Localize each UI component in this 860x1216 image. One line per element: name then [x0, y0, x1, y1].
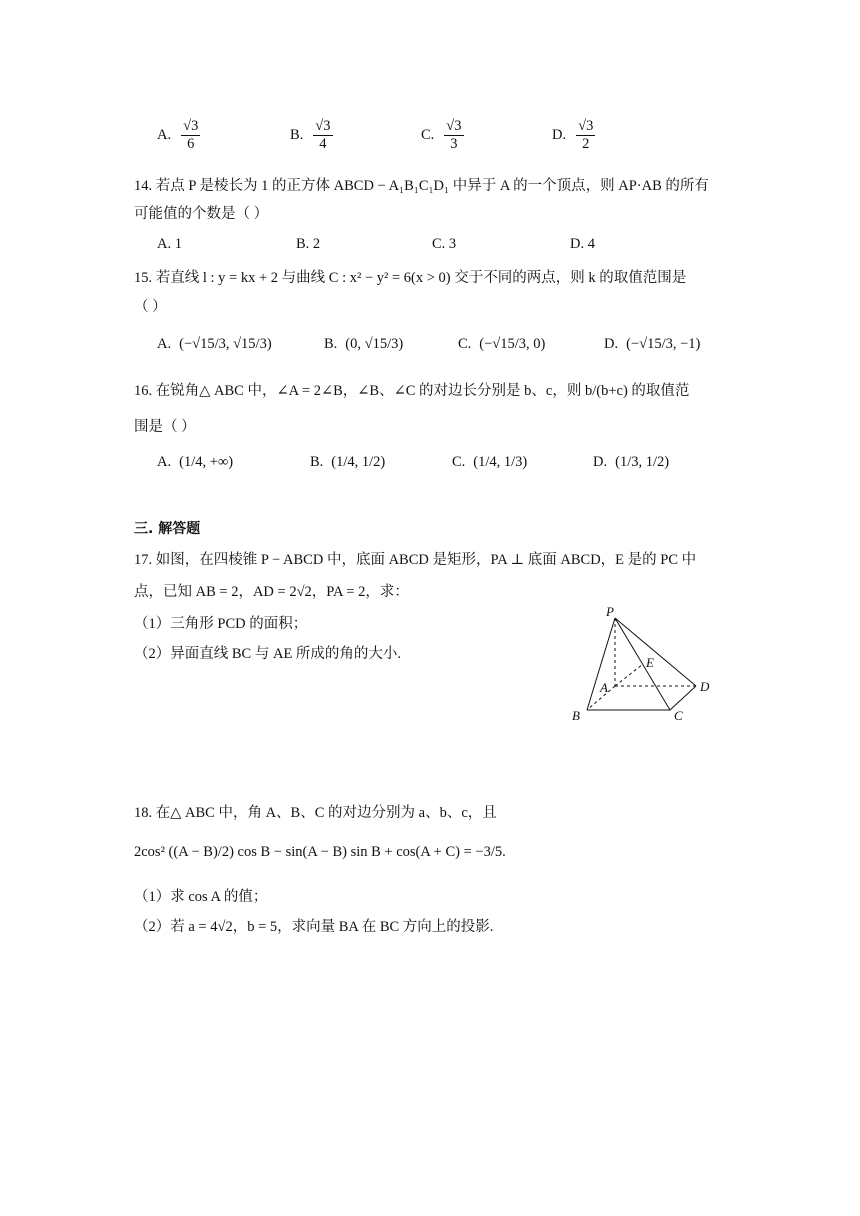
option-text: (1/3, 1/2)	[615, 454, 670, 470]
option-text: (−√15/3, −1)	[626, 336, 701, 352]
fraction: $\frac{√3}{2}$	[578, 118, 594, 152]
fraction: $\frac{√3}{3}$	[446, 118, 462, 152]
q13-option-c	[421, 118, 466, 152]
option-text: (1/4, +∞)	[179, 454, 234, 470]
option-text: (0, √15/3)	[345, 336, 404, 352]
option-label: D.	[604, 336, 619, 352]
q18-part1: （1）求 cos A 的值；	[134, 889, 268, 905]
q14-option-b: B. 2	[296, 236, 321, 252]
label-c: C	[674, 708, 683, 723]
option-label: B.	[290, 126, 304, 143]
q16-option-a	[157, 455, 233, 470]
q14-stem-line2: 可能值的个数是（ ）	[134, 206, 269, 222]
q16-option-b	[310, 455, 385, 470]
q15-option-b	[324, 337, 403, 352]
edge-pc	[615, 618, 670, 710]
label-a: A	[600, 680, 608, 695]
q15-option-c	[458, 337, 545, 352]
option-label: C.	[452, 454, 466, 470]
edge-pd	[615, 618, 696, 686]
option-label: A.	[157, 454, 172, 470]
section-heading: 三. 解答题	[134, 521, 201, 537]
label-d: D	[700, 679, 710, 694]
option-label: C.	[458, 336, 472, 352]
q14-option-a: A. 1	[157, 236, 182, 252]
q17-line1: 17. 如图，在四棱锥 P − ABCD 中，底面 ABCD 是矩形，PA ⊥ 底面 ABCD，E 是的 PC 中	[134, 552, 697, 568]
q15-option-d	[604, 337, 700, 352]
option-text: (1/4, 1/3)	[473, 454, 528, 470]
q16-option-d	[593, 455, 669, 470]
option-label: A.	[157, 336, 172, 352]
edge-pb	[587, 618, 615, 710]
q16-option-c	[452, 455, 527, 470]
fraction: $\frac{√3}{6}$	[183, 118, 199, 152]
q18-line1: 18. 在△ ABC 中，角 A、B、C 的对边分别为 a、b、c，且	[134, 805, 497, 821]
q17-part1: （1）三角形 PCD 的面积；	[134, 616, 308, 632]
q14-option-c: C. 3	[432, 236, 457, 252]
option-label: B.	[324, 336, 338, 352]
q16-stem-line1: 16. 在锐角△ ABC 中，∠A = 2∠B，∠B、∠C 的对边长分别是 b、c，则 b/(b+c) 的取值范	[134, 383, 690, 399]
option-label: B.	[310, 454, 324, 470]
q13-option-a	[157, 118, 202, 152]
label-e: E	[646, 655, 654, 670]
q18-equation: 2cos² ((A − B)/2) cos B − sin(A − B) sin B + cos(A + C) = −3/5.	[134, 844, 506, 860]
q13-option-b	[290, 118, 335, 152]
edge-cd	[670, 686, 696, 710]
q17-line2: 点，已知 AB = 2，AD = 2√2，PA = 2，求：	[134, 584, 409, 600]
option-text: (1/4, 1/2)	[331, 454, 386, 470]
pyramid-figure	[560, 604, 740, 724]
q17-part2: （2）异面直线 BC 与 AE 所成的角的大小.	[134, 646, 402, 662]
q15-stem-line1: 15. 若直线 l : y = kx + 2 与曲线 C : x² − y² = 6(x > 0) 交于不同的两点，则 k 的取值范围是	[134, 270, 687, 286]
fraction: $\frac{√3}{4}$	[315, 118, 331, 152]
q15-stem-line2: （ ）	[134, 299, 167, 315]
segment-ae	[615, 664, 643, 686]
label-b: B	[572, 708, 580, 723]
q18-part2: （2）若 a = 4√2，b = 5，求向量 BA 在 BC 方向上的投影.	[134, 919, 494, 935]
q14-stem-line1: 14. 若点 P 是棱长为 1 的正方体 ABCD − A₁B₁C₁D₁ 中异于 A 的一个顶点，则 AP·AB 的所有	[134, 178, 709, 194]
label-p: P	[606, 604, 614, 619]
q15-option-a	[157, 337, 272, 352]
q16-stem-line2: 围是（ ）	[134, 419, 196, 435]
q13-option-d	[552, 118, 597, 152]
option-label: D.	[593, 454, 608, 470]
option-text: (−√15/3, 0)	[479, 336, 546, 352]
option-label: A.	[157, 126, 172, 143]
option-text: (−√15/3, √15/3)	[179, 336, 272, 352]
option-label: C.	[421, 126, 435, 143]
q14-option-d: D. 4	[570, 236, 595, 252]
option-label: D.	[552, 126, 567, 143]
